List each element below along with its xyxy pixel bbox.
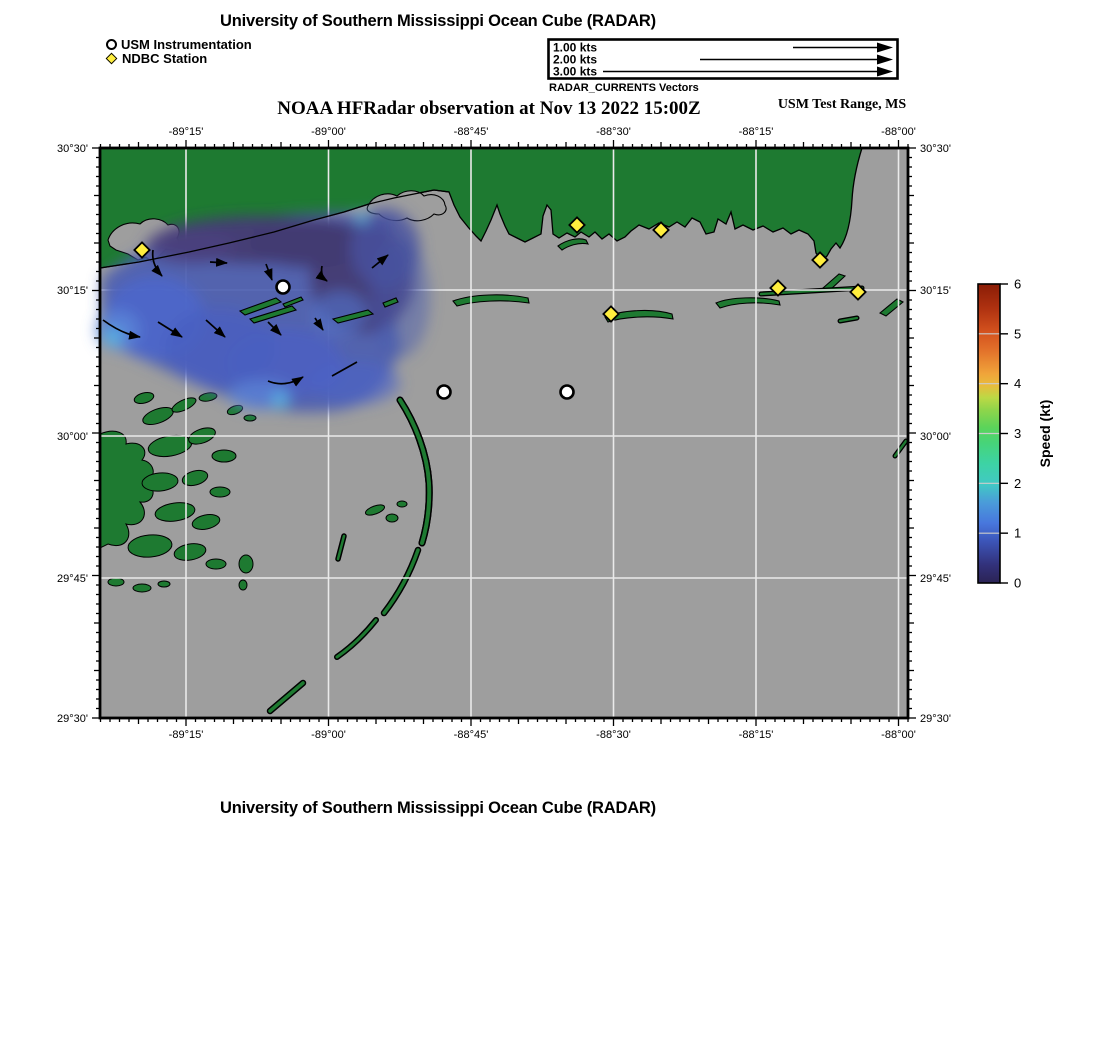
svg-text:-88°00': -88°00' [881,729,916,741]
ndbc-station-icon [106,52,118,64]
svg-text:2: 2 [1014,475,1022,491]
speed-patch [310,361,400,405]
svg-text:30°15': 30°15' [920,285,951,297]
colorbar-label: Speed (kt) [1037,399,1053,468]
legend-item-usm [106,37,252,51]
map-legend [106,37,252,65]
svg-text:30°15': 30°15' [57,285,88,297]
speed-patch [105,329,121,345]
svg-text:-88°45': -88°45' [453,126,489,138]
map-area [30,118,970,757]
svg-text:-88°00': -88°00' [881,126,916,138]
vector-scale-label: 3.00 kts [553,64,598,79]
footer-title: University of Southern Mississippi Ocean Cube (RADAR) [220,799,656,817]
svg-text:3: 3 [1014,426,1022,441]
svg-text:-88°30': -88°30' [596,126,631,138]
svg-text:30°30': 30°30' [57,143,88,155]
marsh-island [239,555,253,573]
vector-scale-label: 1.00 kts [553,40,598,55]
usm-instrumentation-marker [438,386,451,399]
svg-text:1: 1 [1014,525,1022,541]
vector-scale-box [547,38,899,85]
vector-scale-label: 2.00 kts [553,52,598,67]
marsh-island [212,450,236,462]
svg-text:29°45': 29°45' [57,573,88,585]
svg-text:30°00': 30°00' [920,431,951,443]
region-label: USM Test Range, MS [777,97,907,112]
speed-patch [356,212,368,224]
page-title: University of Southern Mississippi Ocean Cube (RADAR) [220,12,656,30]
marsh-island [386,514,398,522]
svg-text:5: 5 [1014,326,1022,342]
svg-text:0: 0 [1014,575,1022,591]
svg-text:-89°00': -89°00' [311,729,346,741]
speed-patch [273,393,287,407]
svg-text:-88°15': -88°15' [738,729,774,741]
svg-text:-89°00': -89°00' [311,126,346,138]
legend-label-ndbc: NDBC Station [122,50,208,66]
svg-text:29°30': 29°30' [920,713,951,725]
svg-text:4: 4 [1014,376,1022,392]
map-svg [30,118,970,752]
svg-text:6: 6 [1014,276,1022,292]
legend-item-ndbc [106,51,252,65]
svg-text:-88°45': -88°45' [453,729,489,741]
vector-scale-caption: RADAR_CURRENTS Vectors [549,82,699,94]
usm-instrumentation-marker [561,386,574,399]
svg-text:29°30': 29°30' [57,713,88,725]
svg-text:-88°30': -88°30' [596,729,631,741]
marsh-island [158,581,170,587]
svg-text:-89°15': -89°15' [168,126,204,138]
marsh-island [108,578,124,586]
marsh-island [244,415,256,421]
observation-subtitle: NOAA HFRadar observation at Nov 13 2022 15:00Z [277,98,701,119]
colorbar-svg [958,272,1098,594]
marsh-island [210,487,230,497]
svg-text:30°00': 30°00' [57,431,88,443]
colorbar [958,272,1098,599]
svg-text:-89°15': -89°15' [168,729,204,741]
usm-instrumentation-marker [277,281,290,294]
svg-text:30°30': 30°30' [920,143,951,155]
usm-instrumentation-icon [106,39,117,50]
marsh-island [206,559,226,569]
marsh-island [133,584,151,592]
svg-text:-88°15': -88°15' [738,126,774,138]
marsh-island [397,501,407,507]
vector-scale-svg [547,38,899,80]
legend-label-usm: USM Instrumentation [121,36,252,52]
marsh-island [239,580,247,590]
svg-text:29°45': 29°45' [920,573,951,585]
map-plot [57,126,951,741]
current-vector-arrow [210,262,227,263]
